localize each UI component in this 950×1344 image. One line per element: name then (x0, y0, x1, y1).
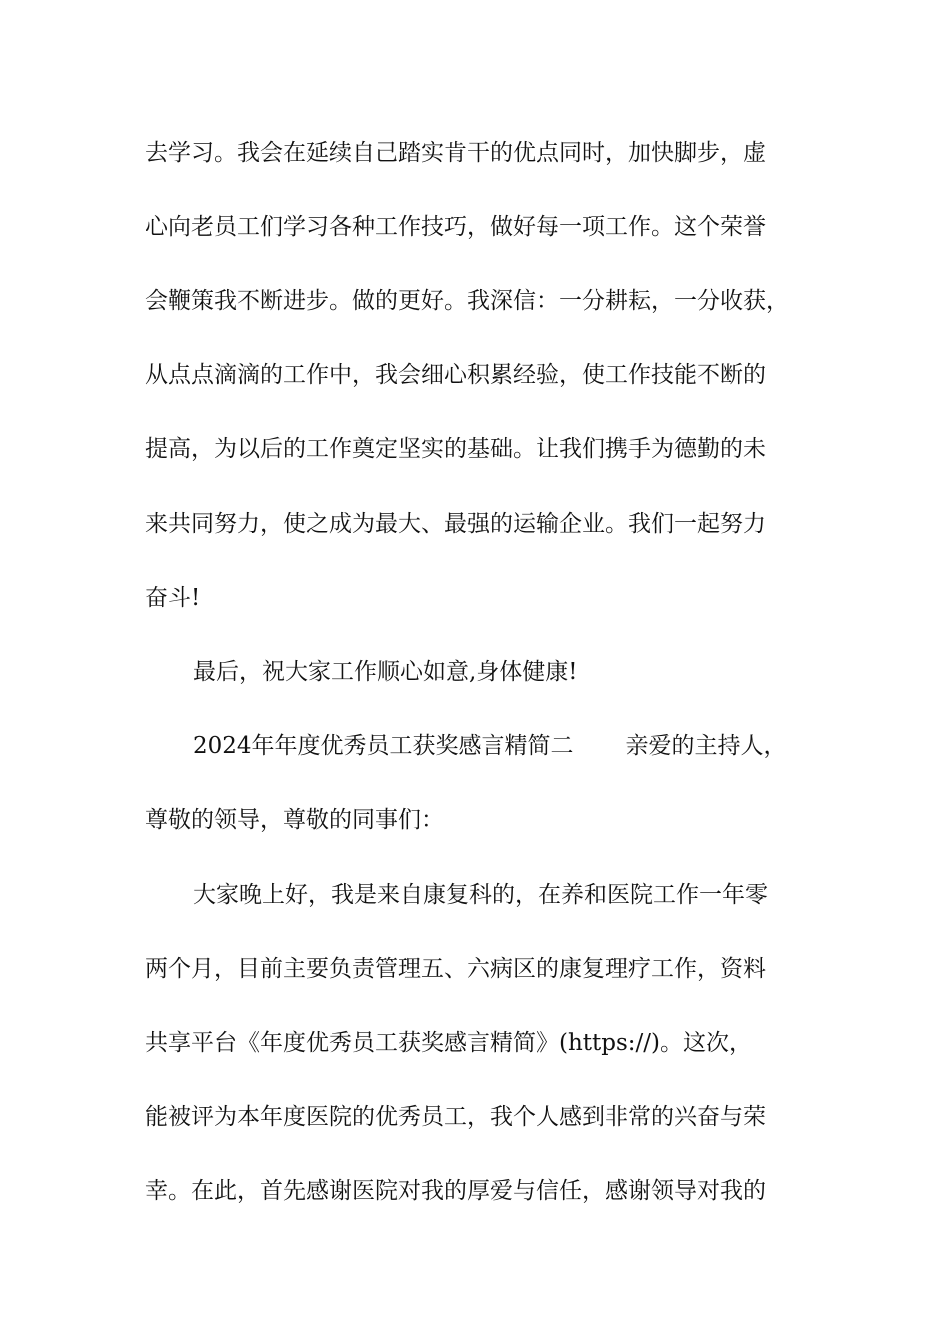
paragraph-line: 能被评为本年度医院的优秀员工，我个人感到非常的兴奋与荣 (145, 1104, 766, 1130)
paragraph-line: 两个月，目前主要负责管理五、六病区的康复理疗工作，资料 (145, 956, 766, 982)
paragraph-line: 从点点滴滴的工作中，我会细心积累经验，使工作技能不断的 (145, 362, 766, 388)
paragraph-line: 尊敬的领导，尊敬的同事们： (145, 807, 444, 833)
section-heading: 2024年年度优秀员工获奖感言精简二 (193, 733, 574, 759)
paragraph-line: 心向老员工们学习各种工作技巧，做好每一项工作。这个荣誉 (145, 214, 766, 240)
paragraph-line: 提高，为以后的工作奠定坚实的基础。让我们携手为德勤的未 (145, 436, 766, 462)
paragraph-line: 去学习。我会在延续自己踏实肯干的优点同时，加快脚步，虚 (145, 140, 766, 166)
paragraph-line: 来共同努力，使之成为最大、最强的运输企业。我们一起努力 (145, 511, 766, 537)
paragraph-line: 会鞭策我不断进步。做的更好。我深信：一分耕耘，一分收获， (145, 288, 789, 314)
paragraph-line: 奋斗! (145, 585, 201, 611)
paragraph-line: 大家晚上好，我是来自康复科的，在养和医院工作一年零 (193, 882, 768, 908)
salutation: 亲爱的主持人， (625, 733, 787, 759)
heading-line (193, 731, 787, 761)
paragraph-line: 共享平台《年度优秀员工获奖感言精简》(https://)。这次， (145, 1030, 753, 1056)
paragraph-line: 最后，祝大家工作顺心如意,身体健康! (193, 659, 578, 685)
paragraph-line: 幸。在此，首先感谢医院对我的厚爱与信任，感谢领导对我的 (145, 1178, 766, 1204)
